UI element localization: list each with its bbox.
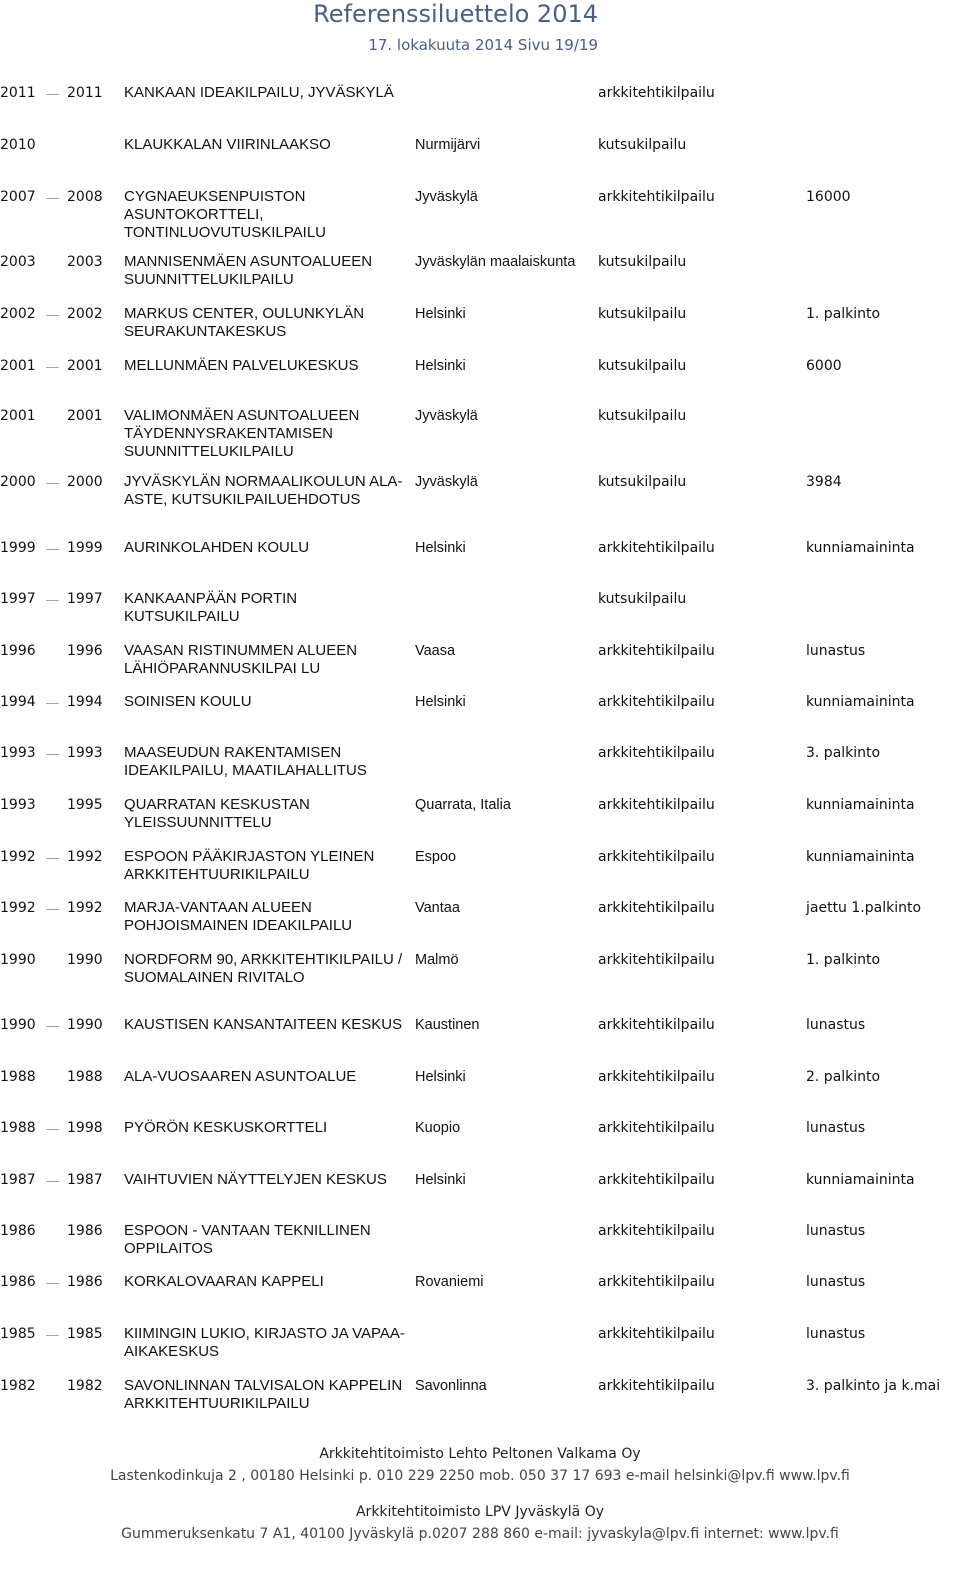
project-name: KIIMINGIN LUKIO, KIRJASTO JA VAPAA-AIKAKESKUS [124, 1325, 405, 1360]
end-year: 1998 [67, 1120, 103, 1136]
project-name: ESPOON - VANTAAN TEKNILLINEN OPPILAITOS [124, 1222, 371, 1257]
year-dash: — [46, 1173, 59, 1188]
start-year: 1992 [0, 900, 36, 916]
end-year: 2001 [67, 408, 103, 424]
competition-result: lunastus [806, 643, 866, 659]
competition-result: 1. palkinto [806, 306, 881, 322]
competition-type: arkkitehtikilpailu [598, 797, 715, 813]
year-dash: — [46, 86, 59, 101]
contact-jyvaskyla: Gummeruksenkatu 7 A1, 40100 Jyväskylä p.0207 288 860 e-mail: jyvaskyla@lpv.fi internet: www.lpv.fi [121, 1526, 839, 1542]
project-location: Helsinki [415, 1172, 466, 1188]
start-year: 2001 [0, 408, 36, 424]
competition-result: 16000 [806, 189, 851, 205]
competition-type: arkkitehtikilpailu [598, 849, 715, 865]
end-year: 1986 [67, 1274, 103, 1290]
project-name: PYÖRÖN KESKUSKORTTELI [124, 1119, 328, 1136]
project-name: QUARRATAN KESKUSTAN YLEISSUUNNITTELU [124, 796, 310, 831]
end-year: 1995 [67, 797, 103, 813]
project-location: Jyväskylä [415, 408, 478, 424]
project-name: CYGNAEUKSENPUISTON ASUNTOKORTTELI, TONTINLUOVUTUSKILPAILU [124, 188, 326, 241]
year-dash: — [46, 541, 59, 556]
start-year: 1999 [0, 540, 36, 556]
competition-type: arkkitehtikilpailu [598, 1378, 715, 1394]
project-name: VAIHTUVIEN NÄYTTELYJEN KESKUS [124, 1171, 387, 1188]
start-year: 1986 [0, 1223, 36, 1239]
competition-result: 2. palkinto [806, 1069, 881, 1085]
competition-type: kutsukilpailu [598, 474, 687, 490]
project-location: Malmö [415, 952, 459, 968]
year-dash: — [46, 1327, 59, 1342]
competition-result: kunniamaininta [806, 694, 915, 710]
year-dash: — [46, 850, 59, 865]
start-year: 1988 [0, 1069, 36, 1085]
year-dash: — [46, 901, 59, 916]
competition-type: kutsukilpailu [598, 358, 687, 374]
project-location: Kaustinen [415, 1017, 480, 1033]
start-year: 1990 [0, 952, 36, 968]
start-year: 1993 [0, 797, 36, 813]
competition-type: arkkitehtikilpailu [598, 694, 715, 710]
project-name: JYVÄSKYLÄN NORMAALIKOULUN ALA-ASTE, KUTSUKILPAILUEHDOTUS [124, 473, 403, 508]
project-name: MARJA-VANTAAN ALUEEN POHJOISMAINEN IDEAKILPAILU [124, 899, 353, 934]
competition-result: kunniamaininta [806, 1172, 915, 1188]
page-header [0, 0, 960, 60]
start-year: 1988 [0, 1120, 36, 1136]
end-year: 1992 [67, 900, 103, 916]
start-year: 2003 [0, 254, 36, 270]
project-name: AURINKOLAHDEN KOULU [124, 539, 310, 556]
end-year: 1987 [67, 1172, 103, 1188]
start-year: 1986 [0, 1274, 36, 1290]
competition-result: 3984 [806, 474, 842, 490]
year-dash: — [46, 746, 59, 761]
project-name: VALIMONMÄEN ASUNTOALUEEN TÄYDENNYSRAKENTAMISEN SUUNNITTELUKILPAILU [124, 407, 360, 460]
competition-result: 3. palkinto [806, 745, 881, 761]
start-year: 2010 [0, 137, 36, 153]
project-location: Jyväskylän maalaiskunta [415, 254, 576, 270]
competition-type: kutsukilpailu [598, 591, 687, 607]
competition-type: kutsukilpailu [598, 254, 687, 270]
start-year: 2011 [0, 85, 36, 101]
competition-type: arkkitehtikilpailu [598, 1274, 715, 1290]
end-year: 1993 [67, 745, 103, 761]
project-name: KORKALOVAARAN KAPPELI [124, 1273, 324, 1290]
project-name: ALA-VUOSAAREN ASUNTOALUE [124, 1068, 357, 1085]
start-year: 1994 [0, 694, 36, 710]
end-year: 1986 [67, 1223, 103, 1239]
year-dash: — [46, 359, 59, 374]
competition-result: 6000 [806, 358, 842, 374]
start-year: 1996 [0, 643, 36, 659]
project-name: ESPOON PÄÄKIRJASTON YLEINEN ARKKITEHTUURIKILPAILU [124, 848, 375, 883]
year-dash: — [46, 1121, 59, 1136]
end-year: 1988 [67, 1069, 103, 1085]
project-location: Vantaa [415, 900, 460, 916]
end-year: 2001 [67, 358, 103, 374]
year-dash: — [46, 307, 59, 322]
competition-type: arkkitehtikilpailu [598, 643, 715, 659]
competition-result: lunastus [806, 1017, 866, 1033]
project-location: Rovaniemi [415, 1274, 484, 1290]
competition-type: arkkitehtikilpailu [598, 745, 715, 761]
start-year: 2000 [0, 474, 36, 490]
start-year: 1997 [0, 591, 36, 607]
project-name: MELLUNMÄEN PALVELUKESKUS [124, 357, 359, 374]
page-footer [0, 1445, 960, 1582]
competition-result: lunastus [806, 1223, 866, 1239]
start-year: 1990 [0, 1017, 36, 1033]
end-year: 1982 [67, 1378, 103, 1394]
project-name: KANKAAN IDEAKILPAILU, JYVÄSKYLÄ [124, 84, 394, 101]
project-location: Helsinki [415, 694, 466, 710]
start-year: 1993 [0, 745, 36, 761]
end-year: 2008 [67, 189, 103, 205]
project-name: MANNISENMÄEN ASUNTOALUEEN SUUNNITTELUKILPAILU [124, 253, 373, 288]
start-year: 2002 [0, 306, 36, 322]
competition-result: 1. palkinto [806, 952, 881, 968]
competition-result: kunniamaininta [806, 540, 915, 556]
end-year: 1994 [67, 694, 103, 710]
competition-result: 3. palkinto ja k.mai [806, 1378, 941, 1394]
year-dash: — [46, 695, 59, 710]
start-year: 1992 [0, 849, 36, 865]
year-dash: — [46, 592, 59, 607]
start-year: 1985 [0, 1326, 36, 1342]
competition-result: lunastus [806, 1120, 866, 1136]
end-year: 1996 [67, 643, 103, 659]
company-name-jyvaskyla: Arkkitehtitoimisto LPV Jyväskylä Oy [355, 1504, 605, 1520]
project-name: KAUSTISEN KANSANTAITEEN KESKUS [124, 1016, 403, 1033]
project-location: Kuopio [415, 1120, 461, 1136]
end-year: 1997 [67, 591, 103, 607]
end-year: 1999 [67, 540, 103, 556]
project-location: Savonlinna [415, 1378, 487, 1394]
competition-type: arkkitehtikilpailu [598, 1223, 715, 1239]
page-info: 17. lokakuuta 2014 Sivu 19/19 [368, 36, 598, 54]
project-location: Helsinki [415, 1069, 466, 1085]
project-name: NORDFORM 90, ARKKITEHTIKILPAILU / SUOMALAINEN RIVITALO [124, 951, 403, 986]
year-dash: — [46, 1018, 59, 1033]
document-title: Referenssiluettelo 2014 [313, 0, 598, 28]
project-name: SOINISEN KOULU [124, 693, 252, 710]
competition-type: arkkitehtikilpailu [598, 189, 715, 205]
project-name: SAVONLINNAN TALVISALON KAPPELIN ARKKITEHTUURIKILPAILU [124, 1377, 403, 1412]
end-year: 2011 [67, 85, 103, 101]
competition-type: arkkitehtikilpailu [598, 952, 715, 968]
competition-result: kunniamaininta [806, 797, 915, 813]
year-dash: — [46, 1275, 59, 1290]
project-name: MAASEUDUN RAKENTAMISEN IDEAKILPAILU, MAATILAHALLITUS [124, 744, 367, 779]
end-year: 1992 [67, 849, 103, 865]
year-dash: — [46, 475, 59, 490]
company-name-helsinki: Arkkitehtitoimisto Lehto Peltonen Valkama Oy [319, 1446, 641, 1462]
end-year: 1985 [67, 1326, 103, 1342]
competition-result: lunastus [806, 1274, 866, 1290]
project-location: Quarrata, Italia [415, 797, 511, 813]
competition-type: arkkitehtikilpailu [598, 85, 715, 101]
competition-type: kutsukilpailu [598, 137, 687, 153]
competition-type: arkkitehtikilpailu [598, 1069, 715, 1085]
project-location: Helsinki [415, 358, 466, 374]
competition-type: arkkitehtikilpailu [598, 1120, 715, 1136]
competition-type: arkkitehtikilpailu [598, 540, 715, 556]
project-name: VAASAN RISTINUMMEN ALUEEN LÄHIÖPARANNUSKILPAI LU [124, 642, 358, 677]
project-name: KANKAANPÄÄN PORTIN KUTSUKILPAILU [124, 590, 298, 625]
project-location: Helsinki [415, 540, 466, 556]
project-name: KLAUKKALAN VIIRINLAAKSO [124, 136, 331, 153]
end-year: 2000 [67, 474, 103, 490]
start-year: 1987 [0, 1172, 36, 1188]
competition-result: kunniamaininta [806, 849, 915, 865]
project-location: Jyväskylä [415, 474, 478, 490]
competition-type: arkkitehtikilpailu [598, 900, 715, 916]
contact-helsinki: Lastenkodinkuja 2 , 00180 Helsinki p. 010 229 2250 mob. 050 37 17 693 e-mail helsinki@lpv.fi www.lpv.fi [110, 1468, 850, 1484]
competition-result: jaettu 1.palkinto [806, 900, 922, 916]
start-year: 2001 [0, 358, 36, 374]
competition-type: arkkitehtikilpailu [598, 1326, 715, 1342]
end-year: 2002 [67, 306, 103, 322]
competition-type: arkkitehtikilpailu [598, 1172, 715, 1188]
end-year: 2003 [67, 254, 103, 270]
end-year: 1990 [67, 952, 103, 968]
competition-type: kutsukilpailu [598, 306, 687, 322]
competition-type: kutsukilpailu [598, 408, 687, 424]
end-year: 1990 [67, 1017, 103, 1033]
project-location: Espoo [415, 849, 457, 865]
project-location: Jyväskylä [415, 189, 478, 205]
project-location: Nurmijärvi [415, 137, 481, 153]
competition-result: lunastus [806, 1326, 866, 1342]
start-year: 1982 [0, 1378, 36, 1394]
project-location: Vaasa [415, 643, 456, 659]
start-year: 2007 [0, 189, 36, 205]
year-dash: — [46, 190, 59, 205]
competition-type: arkkitehtikilpailu [598, 1017, 715, 1033]
project-name: MARKUS CENTER, OULUNKYLÄN SEURAKUNTAKESKUS [124, 305, 365, 340]
project-location: Helsinki [415, 306, 466, 322]
